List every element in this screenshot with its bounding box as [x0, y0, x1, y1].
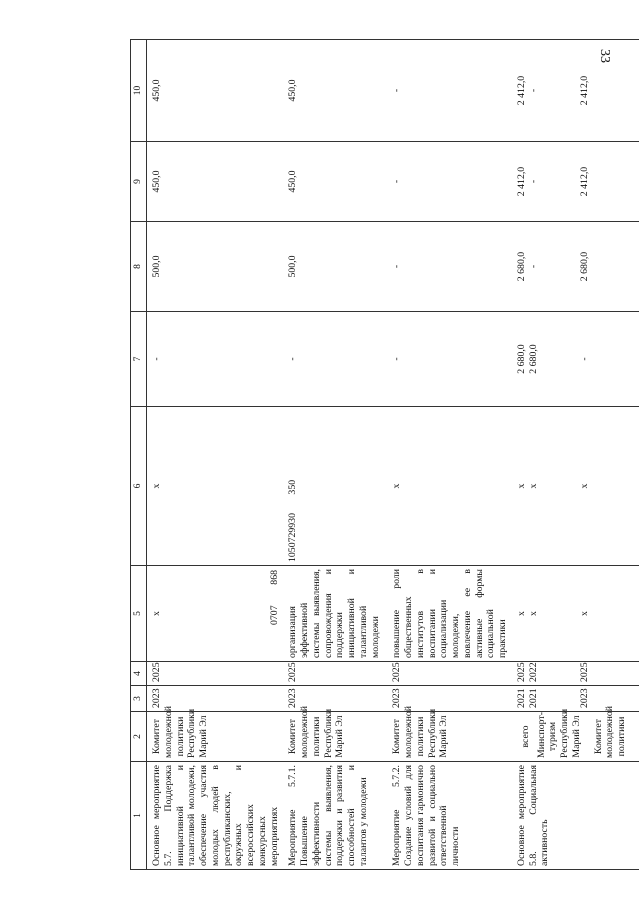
value-col9: 450,0: [147, 142, 284, 222]
budget-code: x: [147, 407, 284, 566]
value-col9: -: [527, 179, 539, 184]
event-title: Мероприятие 5.7.1. Повышение эффективности системы выявления, поддержки и развития способностей и талантов у молодежи: [283, 762, 387, 870]
expected-result: x: [147, 566, 284, 662]
end-year: 2025: [283, 662, 387, 686]
executor: Комитет молодежной политики Республики Марий Эл: [387, 712, 512, 762]
table-row: [147, 40, 284, 870]
value-col10: 2 412,0: [579, 75, 591, 106]
value-col8: 2 680,0: [515, 251, 527, 282]
value-col7: 2 680,0: [527, 344, 539, 374]
start-year: 2021: [515, 688, 527, 708]
value-col7: -: [387, 312, 512, 407]
program-table: [130, 39, 639, 870]
end-year: 2022: [527, 662, 539, 682]
value-col8: -: [527, 264, 539, 269]
budget-code: x: [579, 483, 591, 489]
value-col9: 2 412,0: [515, 166, 527, 197]
page-number: 33: [597, 49, 612, 63]
executor-total: всего: [519, 725, 531, 748]
value-col8: 500,0: [147, 222, 284, 312]
event-title: Основное мероприятие 5.7. Поддержка инициативной и талантливой молодежи, обеспечение участия молодых людей в республиканских, окружных и всероссийских конкурсных мероприятиях: [147, 762, 284, 870]
start-year: 2023: [579, 688, 591, 708]
table-row: [387, 40, 512, 870]
expected-result: x: [527, 611, 539, 616]
budget-code-list: [512, 407, 639, 566]
executor-list: [512, 706, 639, 762]
header-col-2: 2: [131, 712, 147, 762]
executor-minsport: Минспорт-туризм Республики Марий Эл: [535, 708, 582, 758]
value-col10: 450,0: [147, 40, 284, 142]
budget-code: x: [515, 483, 527, 489]
executor: Комитет молодежной политики Республики Марий Эл: [147, 712, 284, 762]
event-title: Основное мероприятие 5.8. Социальная активность: [512, 762, 639, 870]
code-section: 0707: [269, 605, 281, 625]
header-col-7: 7: [131, 312, 147, 407]
budget-code: x: [387, 407, 512, 566]
value-col7: -: [579, 357, 591, 361]
value-col7: -: [283, 312, 387, 407]
value-col9: 450,0: [283, 142, 387, 222]
code-target: 1050729930: [287, 513, 299, 562]
start-year-list: [512, 686, 639, 712]
value-col7: -: [147, 312, 284, 407]
end-year: 2025: [147, 662, 284, 686]
expected-result: x: [579, 611, 591, 616]
header-col-9: 9: [131, 142, 147, 222]
end-year: 2025: [515, 662, 527, 682]
header-col-8: 8: [131, 222, 147, 312]
event-title: Мероприятие 5.7.2. Создание условий для воспитания гармонично развитой и социально ответственной личности: [387, 762, 512, 870]
value-col8-list: [512, 222, 639, 312]
end-year-list: [512, 662, 639, 686]
expected-result: x: [515, 611, 527, 616]
value-col9: 2 412,0: [579, 166, 591, 197]
start-year: 2023: [147, 686, 284, 712]
value-col9: -: [387, 142, 512, 222]
value-col9-list: [512, 142, 639, 222]
value-col10: 2 412,0: [515, 75, 527, 106]
expected-result-list: [512, 566, 639, 662]
value-col10: -: [387, 40, 512, 142]
header-col-1: 1: [131, 762, 147, 870]
table-row: [512, 40, 639, 870]
header-col-10: 10: [131, 40, 147, 142]
header-col-3: 3: [131, 686, 147, 712]
expected-result-text: организация эффективной системы выявления, сопровождения и поддержки инициативной и талантливой молодежи: [287, 569, 381, 658]
value-col10: -: [527, 88, 539, 93]
value-col10-list: [512, 40, 639, 142]
value-col7: 2 680,0: [515, 344, 527, 374]
budget-code: x: [527, 483, 539, 489]
code-ministry: 868: [269, 570, 281, 585]
value-col8: -: [387, 222, 512, 312]
end-year: 2025: [579, 662, 591, 682]
header-col-5: 5: [131, 566, 147, 662]
rotated-table-container: [130, 40, 635, 870]
executor: Комитет молодежной политики Республики Марий Эл: [283, 712, 387, 762]
value-col7-list: [512, 312, 639, 407]
value-col8: 500,0: [283, 222, 387, 312]
value-col8: 2 680,0: [579, 251, 591, 282]
start-year: 2023: [283, 686, 387, 712]
code-type: 350: [287, 479, 299, 495]
start-year: 2023: [387, 686, 512, 712]
expected-result: повышение роли общественных институтов в воспитании и социализации молодежи, вовлечение ее в активные формы социальной практики: [387, 566, 512, 662]
executor-committee: Комитет молодежной политики: [592, 706, 627, 758]
value-col10: 450,0: [283, 40, 387, 142]
start-year: 2021: [527, 688, 539, 708]
header-col-4: 4: [131, 662, 147, 686]
header-row: [131, 40, 147, 870]
end-year: 2025: [387, 662, 512, 686]
table-row: [283, 40, 387, 870]
header-col-6: 6: [131, 407, 147, 566]
